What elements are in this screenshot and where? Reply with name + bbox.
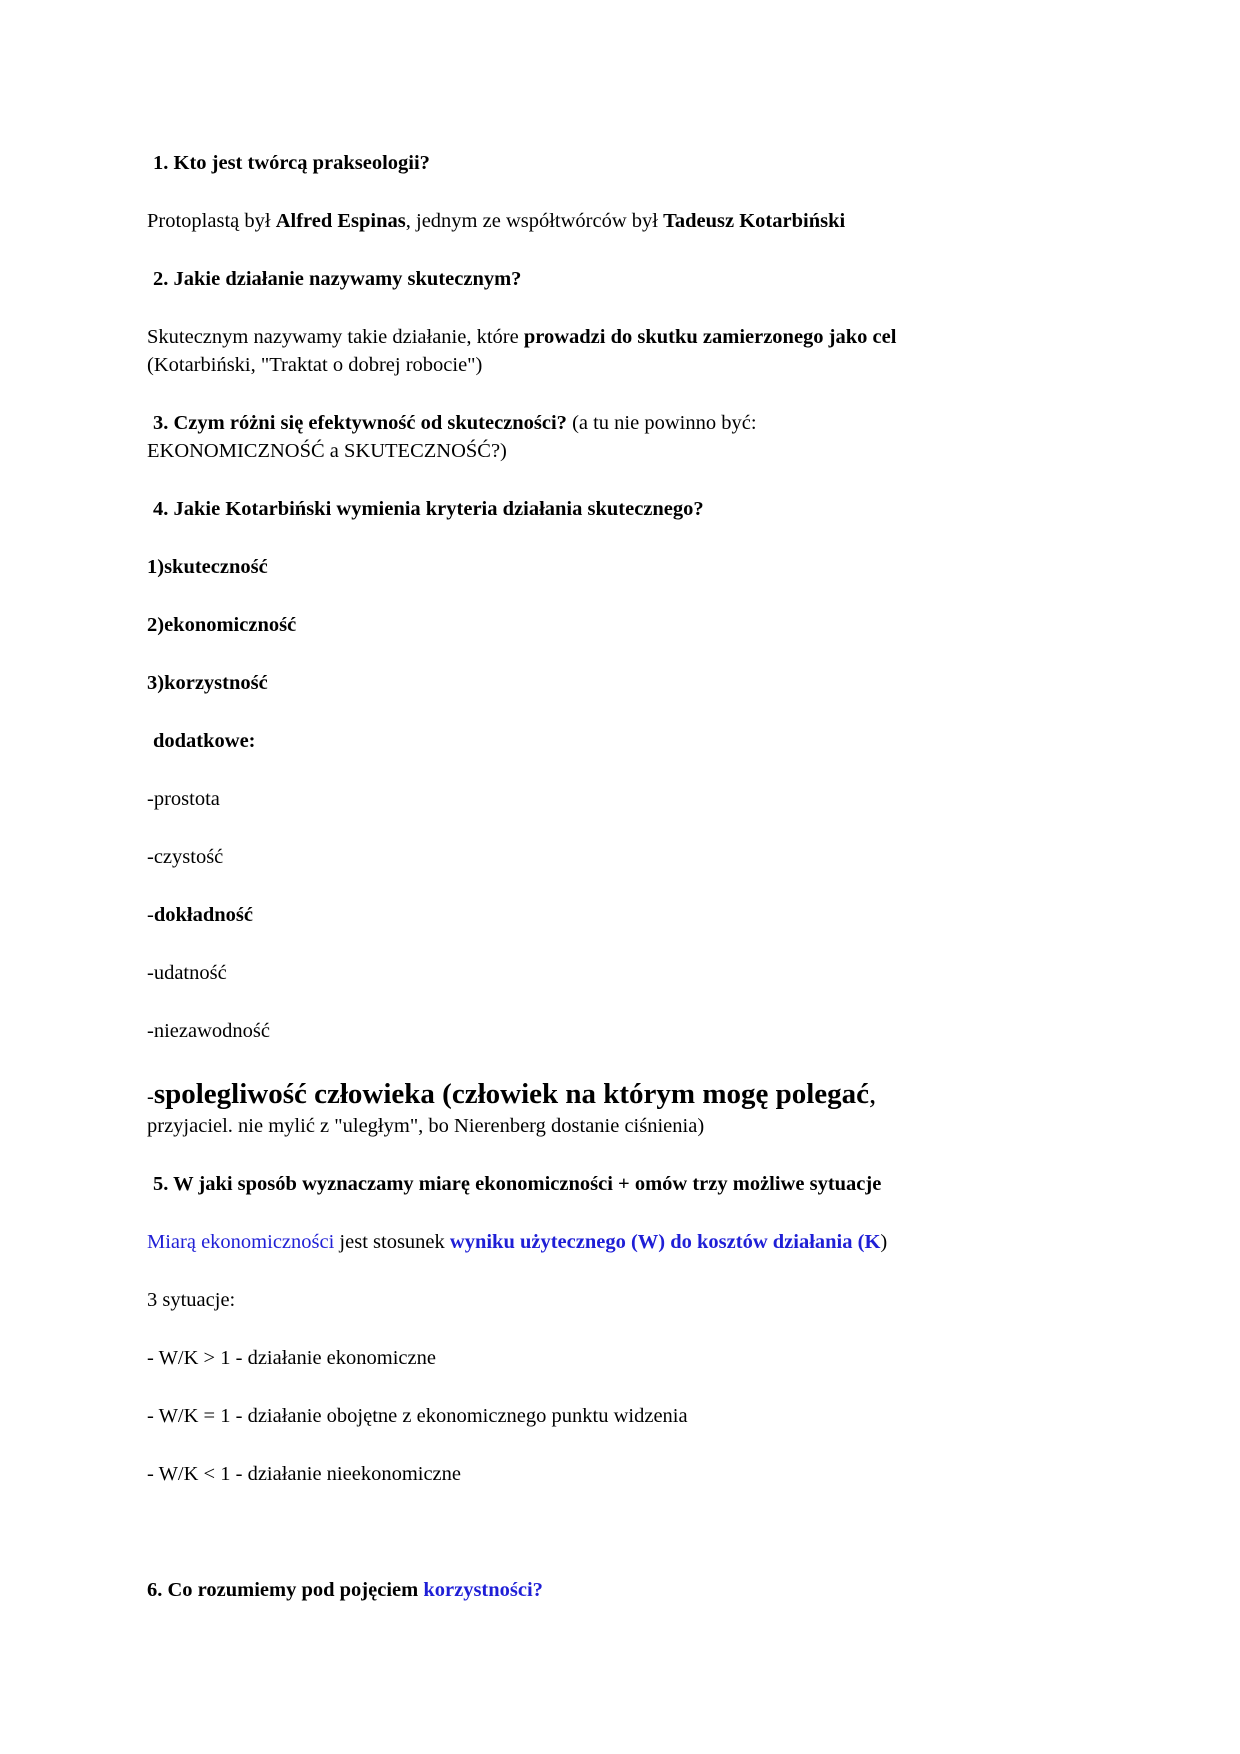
question-1-heading: 1. Kto jest twórcą prakseologii? <box>153 152 430 174</box>
extra-criteria-label: dodatkowe: <box>153 730 256 752</box>
spolegliwosc-bold: spolegliwość człowieka (człowiek na którym mogę polegać <box>153 1078 870 1110</box>
situations-label: 3 sytuacje: <box>147 1289 236 1311</box>
question-3-note: (a tu nie powinno być: <box>566 412 757 434</box>
question-4-heading: 4. Jakie Kotarbiński wymienia kryteria działania skutecznego? <box>153 498 704 520</box>
question-5 <box>153 1172 881 1197</box>
extra-item-niezawodnosc: -niezawodność <box>147 1020 270 1042</box>
question-2-heading: 2. Jakie działanie nazywamy skutecznym? <box>153 268 522 290</box>
question-6 <box>147 1578 543 1603</box>
answer-5: Miarą ekonomiczności jest stosunek wyniku użytecznego (W) do kosztów działania (K) <box>147 1231 888 1253</box>
extra-item-czystosc: -czystość <box>147 846 224 868</box>
question-2 <box>153 267 521 292</box>
criterion-2: 2)ekonomiczność <box>147 614 297 636</box>
extra-item-prostota: -prostota <box>147 788 220 810</box>
question-1 <box>153 151 430 176</box>
criterion-1: 1)skuteczność <box>147 556 268 578</box>
answer-2-bold: prowadzi do skutku zamierzonego jako cel <box>523 326 897 348</box>
answer-5-bold-link[interactable]: wyniku użytecznego (W) do kosztów działania (K <box>449 1231 881 1253</box>
answer-2-citation: (Kotarbiński, "Traktat o dobrej robocie") <box>147 354 483 376</box>
answer-1-name-kotarbinski: Tadeusz Kotarbiński <box>663 210 846 232</box>
spolegliwosc-explanation: przyjaciel. nie mylić z "uległym", bo Nierenberg dostanie ciśnienia) <box>147 1115 705 1137</box>
question-3-note-2: EKONOMICZNOŚĆ a SKUTECZNOŚĆ?) <box>147 440 507 462</box>
criterion-3: 3)korzystność <box>147 672 268 694</box>
situation-3: - W/K < 1 - działanie nieekonomiczne <box>147 1463 462 1485</box>
link-miara-ekonomicznosci[interactable]: Miarą ekonomiczności <box>147 1231 335 1253</box>
answer-1-text-2: , jednym ze współtwórców był <box>405 210 664 232</box>
answer-1 <box>147 209 845 234</box>
question-3 <box>153 411 757 436</box>
extra-item-udatnosc: -udatność <box>147 962 227 984</box>
answer-2-text: Skutecznym nazywamy takie działanie, które <box>147 326 524 348</box>
question-6-heading: 6. Co rozumiemy pod pojęciem <box>147 1579 424 1601</box>
answer-1-text: Protoplastą był <box>147 210 276 232</box>
extra-item-dokladnosc: -dokładność <box>147 904 253 926</box>
question-5-heading: 5. W jaki sposób wyznaczamy miarę ekonomiczności + omów trzy możliwe sytuacje <box>153 1173 882 1195</box>
question-3-heading: 3. Czym różni się efektywność od skuteczności? <box>153 412 567 434</box>
situation-2: - W/K = 1 - działanie obojętne z ekonomicznego punktu widzenia <box>147 1405 688 1427</box>
question-4 <box>153 497 704 522</box>
link-korzystnosci[interactable]: korzystności? <box>423 1579 543 1601</box>
answer-1-name-espinas: Alfred Espinas <box>275 210 406 232</box>
answer-2 <box>147 325 896 350</box>
extra-item-spolegliwosc: -spolegliwość człowieka (człowiek na którym mogę polegać, <box>147 1078 877 1110</box>
situation-1: - W/K > 1 - działanie ekonomiczne <box>147 1347 436 1369</box>
